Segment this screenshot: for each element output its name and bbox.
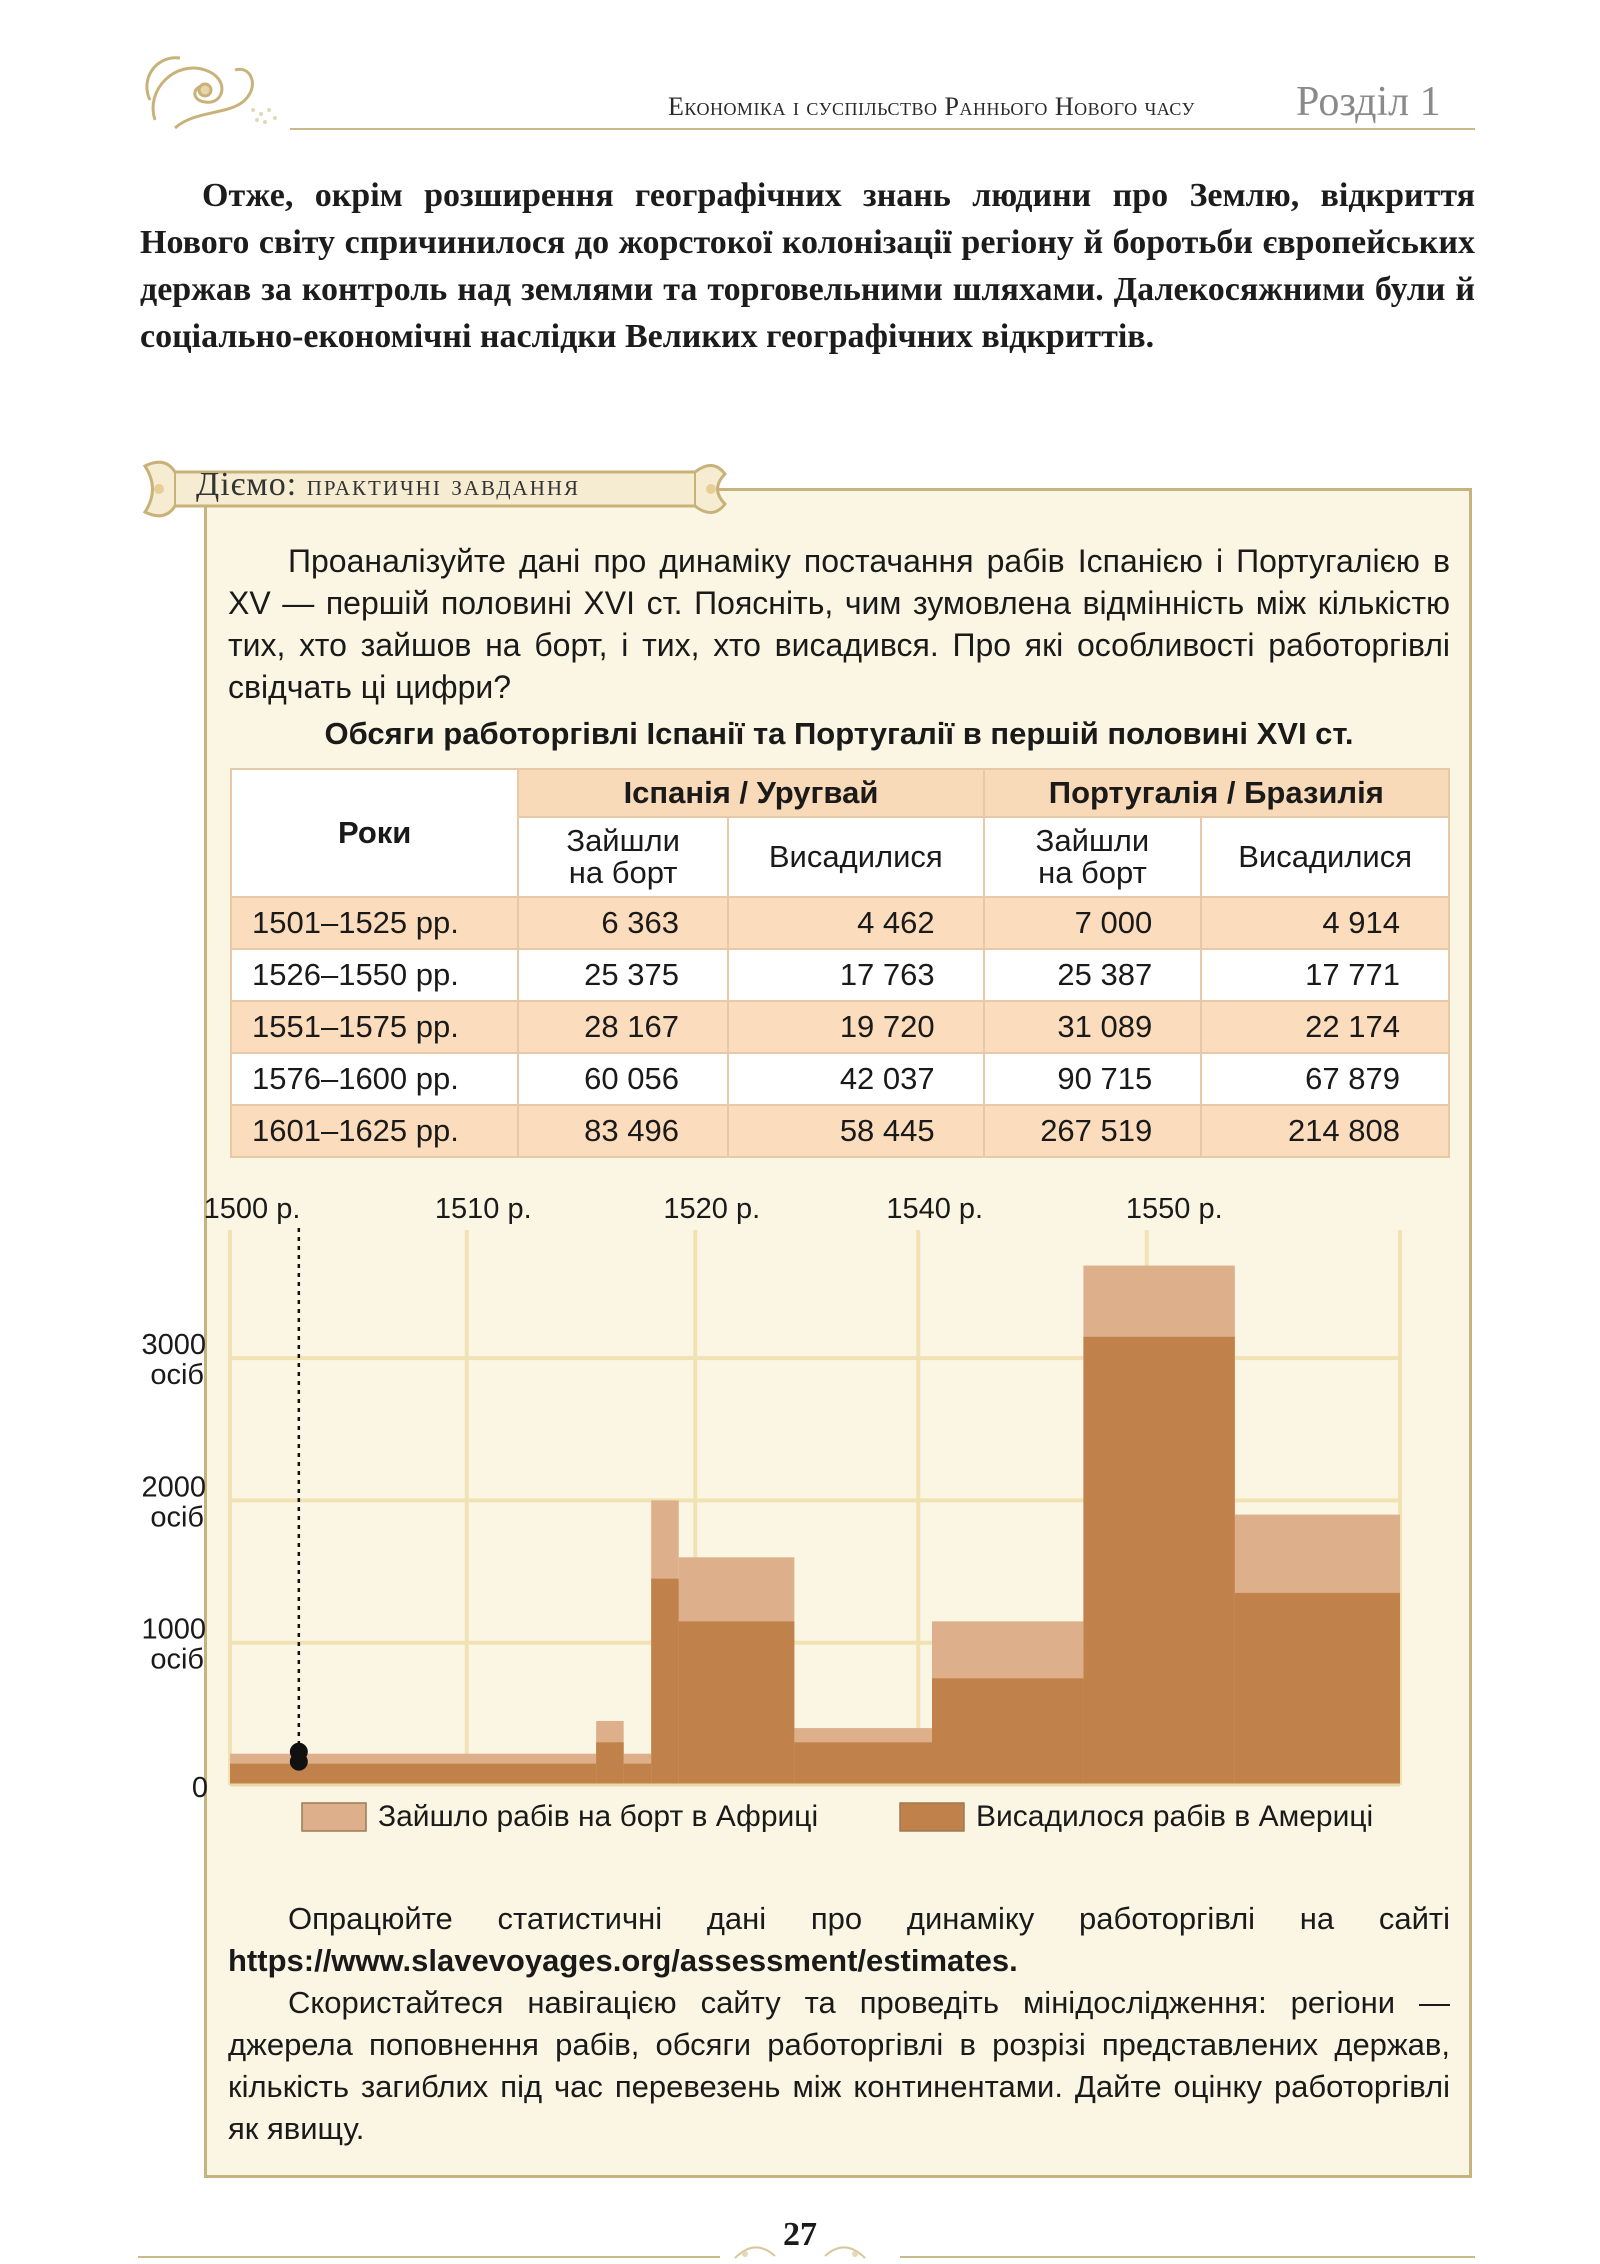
x-tick-label: 1520 р. bbox=[663, 1193, 761, 1225]
table-row bbox=[231, 1001, 1449, 1053]
year-cell: 1551–1575 рр. bbox=[231, 1001, 518, 1053]
years-header: Роки bbox=[231, 769, 518, 897]
year-cell: 1526–1550 рр. bbox=[231, 949, 518, 1001]
table-title: Обсяги работоргівлі Іспанії та Португалії в першій половині XVI ст. bbox=[324, 716, 1354, 751]
es-landed-cell: 58 445 bbox=[728, 1105, 984, 1157]
header-rule bbox=[290, 128, 1475, 130]
legend-label-boarded: Зайшло рабів на борт в Африці bbox=[378, 1800, 819, 1833]
landed-bar bbox=[932, 1678, 1083, 1785]
footer-rule-right bbox=[900, 2256, 1475, 2258]
pt-landed-cell: 17 771 bbox=[1201, 949, 1449, 1001]
landed-bar bbox=[596, 1742, 624, 1785]
landed-bar bbox=[794, 1742, 932, 1785]
boarded-line-1: Зайшли bbox=[1035, 823, 1150, 858]
y-tick-unit: осіб bbox=[150, 1501, 204, 1534]
task-paragraph: Проаналізуйте дані про динаміку постачання рабів Іспанією і Португалією в XV — першій половині XVI ст. Поясніть, чим зумовлена відмінність між кількістю тих, хто зайшов на борт, і тих, хто висадився. Про які особливості работоргівлі свідчать ці цифри? bbox=[228, 543, 1450, 705]
x-tick-label: 1550 р. bbox=[1125, 1193, 1223, 1225]
es-landed-cell: 19 720 bbox=[728, 1001, 984, 1053]
year-cell: 1501–1525 рр. bbox=[231, 897, 518, 949]
landed-bar bbox=[230, 1764, 596, 1785]
y-tick-unit: осіб bbox=[150, 1359, 204, 1392]
pt-boarded-cell: 7 000 bbox=[984, 897, 1202, 949]
boarded-line-1: Зайшли bbox=[566, 823, 680, 858]
corner-ornament-icon bbox=[135, 40, 285, 140]
y-tick-unit: осіб bbox=[150, 1643, 204, 1676]
year-cell: 1601–1625 рр. bbox=[231, 1105, 518, 1157]
x-tick-label: 1510 р. bbox=[434, 1193, 532, 1225]
es-landed-cell: 17 763 bbox=[728, 949, 984, 1001]
es-landed-cell: 42 037 bbox=[728, 1053, 984, 1105]
para2-body: Скористайтеся навігацією сайту та проведіть мінідослідження: регіони — джерела поповнення рабів, обсяги работоргівлі в розрізі представлених держав, кількість загиблих під час перевезень між континентами. Дайте оцінку работоргівлі як явищу. bbox=[228, 1985, 1450, 2146]
slave-trade-chart bbox=[141, 1190, 1490, 1870]
pt-landed-cell: 22 174 bbox=[1201, 1001, 1449, 1053]
es-boarded-cell: 6 363 bbox=[518, 897, 728, 949]
pt-boarded-cell: 267 519 bbox=[984, 1105, 1202, 1157]
table-row bbox=[231, 1105, 1449, 1157]
pt-boarded-cell: 25 387 bbox=[984, 949, 1202, 1001]
task-paragraph-2 bbox=[228, 1898, 1450, 2150]
es-boarded-cell: 83 496 bbox=[518, 1105, 728, 1157]
y-tick-label: 3000 bbox=[141, 1329, 206, 1362]
pt-landed-cell: 4 914 bbox=[1201, 897, 1449, 949]
pt-landed-cell: 214 808 bbox=[1201, 1105, 1449, 1157]
running-header-title: Економіка і суспільство Раннього Нового часу bbox=[668, 92, 1195, 121]
boarded-line-2: на борт bbox=[568, 855, 678, 890]
section-label: Розділ 1 bbox=[1296, 79, 1441, 125]
pt-boarded-cell: 90 715 bbox=[984, 1053, 1202, 1105]
legend-swatch-boarded bbox=[302, 1803, 366, 1831]
para2-intro: Опрацюйте статистичні дані про динаміку работоргівлі на сайті bbox=[288, 1901, 1450, 1936]
year-cell: 1576–1600 рр. bbox=[231, 1053, 518, 1105]
table-row bbox=[231, 949, 1449, 1001]
table-row bbox=[231, 897, 1449, 949]
legend-label-landed: Висадилося рабів в Америці bbox=[976, 1800, 1374, 1833]
banner-title bbox=[196, 466, 580, 504]
es-landed-header: Висадилися bbox=[728, 817, 984, 897]
marker-point bbox=[290, 1753, 308, 1771]
slave-trade-table bbox=[230, 768, 1450, 1158]
landed-bar bbox=[679, 1621, 795, 1785]
portugal-brazil-header: Португалія / Бразилія bbox=[984, 769, 1449, 817]
es-boarded-cell: 25 375 bbox=[518, 949, 728, 1001]
es-landed-cell: 4 462 bbox=[728, 897, 984, 949]
pt-landed-cell: 67 879 bbox=[1201, 1053, 1449, 1105]
y-tick-label: 0 bbox=[191, 1772, 208, 1804]
slavevoyages-link[interactable]: https://www.slavevoyages.org/assessment/estimates. bbox=[228, 1943, 1018, 1978]
pt-boarded-header bbox=[984, 817, 1202, 897]
y-tick-label: 1000 bbox=[141, 1613, 206, 1646]
intro-paragraph: Отже, окрім розширення географічних знань людини про Землю, відкриття Нового світу спричинилося до жорстокої колонізації регіону й боротьби європейських держав за контроль над землями та торговельними шляхами. Далекосяжними були й соціально-економічні наслідки Великих географічних відкриттів. bbox=[140, 177, 1475, 355]
boarded-line-2: на борт bbox=[1038, 855, 1147, 890]
y-tick-label: 2000 bbox=[141, 1471, 206, 1504]
table-row bbox=[231, 1053, 1449, 1105]
banner-main: Діємо: bbox=[196, 466, 298, 503]
x-tick-label: 1500 р. bbox=[203, 1193, 301, 1225]
landed-bar bbox=[1083, 1337, 1234, 1785]
es-boarded-cell: 28 167 bbox=[518, 1001, 728, 1053]
footer-rule-left bbox=[138, 2256, 720, 2258]
landed-bar bbox=[624, 1764, 652, 1785]
es-boarded-header bbox=[518, 817, 728, 897]
es-boarded-cell: 60 056 bbox=[518, 1053, 728, 1105]
pt-landed-header: Висадилися bbox=[1201, 817, 1449, 897]
banner-sub: практичні завдання bbox=[306, 469, 581, 502]
pt-boarded-cell: 31 089 bbox=[984, 1001, 1202, 1053]
page-number: 27 bbox=[783, 2216, 817, 2253]
spain-uruguay-header: Іспанія / Уругвай bbox=[518, 769, 983, 817]
x-tick-label: 1540 р. bbox=[886, 1193, 984, 1225]
landed-bar bbox=[1235, 1593, 1400, 1785]
landed-bar bbox=[651, 1579, 679, 1785]
legend-swatch-landed bbox=[900, 1803, 964, 1831]
